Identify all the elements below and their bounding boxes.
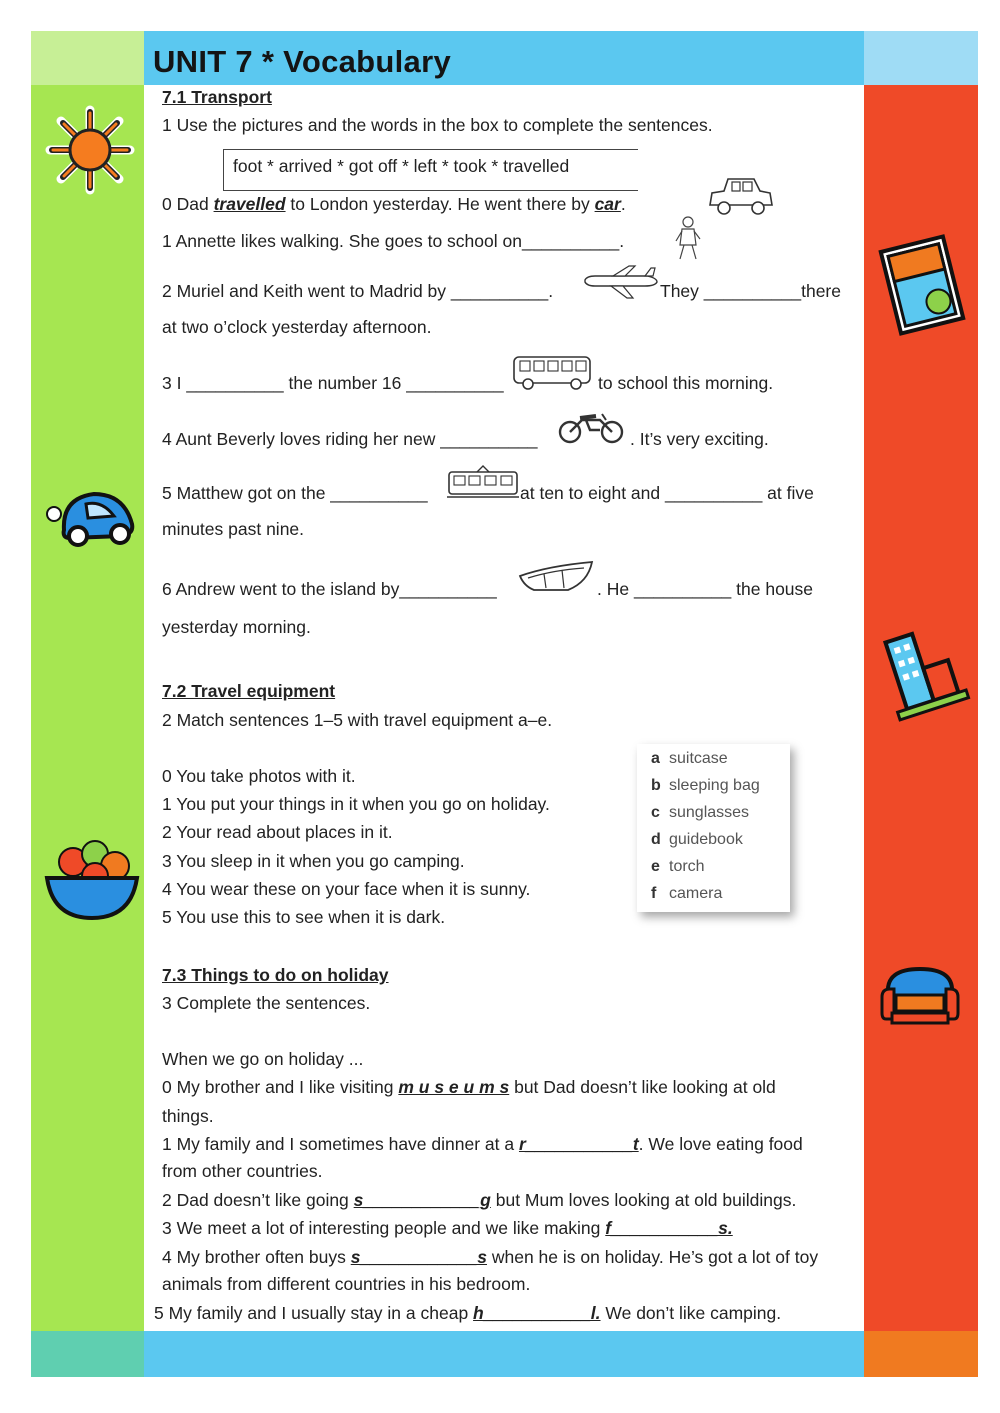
answer-blank[interactable]: s____________g — [353, 1190, 491, 1210]
sentence-4-part-a: 4 Aunt Beverly loves riding her new __________ — [162, 429, 538, 449]
motorbike-icon — [556, 406, 626, 444]
sentence-6-part-c: yesterday morning. — [162, 617, 311, 637]
holiday-sentence-2 — [162, 1189, 796, 1211]
sentence-2-part-a: 2 Muriel and Keith went to Madrid by __________. — [162, 281, 554, 301]
example-sentence — [162, 193, 626, 215]
sentence-2-part-c: at two o’clock yesterday afternoon. — [162, 317, 432, 337]
sentence-4-part-b: . It’s very exciting. — [630, 429, 769, 449]
text: 4 My brother often buys — [162, 1247, 351, 1267]
match-sentence: 2 Your read about places in it. — [162, 822, 393, 842]
option-word: suitcase — [669, 750, 728, 767]
option-letter: b — [651, 777, 661, 794]
bus-icon — [512, 355, 594, 391]
left-border-strip — [31, 85, 144, 1331]
text: 3 We meet a lot of interesting people and we like making — [162, 1218, 606, 1238]
text: 2 Dad doesn’t like going — [162, 1190, 354, 1210]
option-letter: a — [651, 750, 660, 767]
sentence-1: 1 Annette likes walking. She goes to school on__________. — [162, 231, 625, 251]
holiday-sentence-4-cont: animals from different countries in his bedroom. — [162, 1274, 531, 1294]
holiday-sentence-1 — [162, 1133, 803, 1155]
text: We don’t like camping. — [600, 1303, 782, 1323]
option-letter: c — [651, 804, 660, 821]
option-letter: e — [651, 858, 660, 875]
text: 1 My family and I sometimes have dinner at a — [162, 1134, 519, 1154]
holiday-sentence-0-cont: things. — [162, 1106, 214, 1126]
holiday-sentence-4 — [162, 1246, 818, 1268]
section-heading-transport: 7.1 Transport — [162, 87, 272, 107]
example-mid: to London yesterday. He went there by — [285, 194, 595, 214]
answer-blank[interactable]: r___________t — [518, 1134, 639, 1154]
tram-icon — [447, 464, 519, 502]
instruction-2: 2 Match sentences 1–5 with travel equipment a–e. — [162, 710, 553, 730]
equipment-option — [651, 750, 728, 768]
page-title: UNIT 7 * Vocabulary — [153, 44, 451, 79]
header-right-block — [864, 31, 978, 85]
window-picture-icon — [876, 233, 968, 337]
holiday-sentence-1-cont: from other countries. — [162, 1161, 323, 1181]
equipment-list-box — [637, 744, 790, 912]
sentence-6-part-a: 6 Andrew went to the island by__________ — [162, 579, 497, 599]
section-heading-holiday: 7.3 Things to do on holiday — [162, 965, 389, 985]
match-sentence: 5 You use this to see when it is dark. — [162, 907, 446, 927]
answer-blank[interactable]: h___________l. — [473, 1303, 601, 1323]
sentence-5-part-b: at ten to eight and __________ at five — [520, 483, 814, 503]
option-word: sleeping bag — [669, 777, 760, 794]
sentence-3-part-a: 3 I __________ the number 16 __________ — [162, 373, 504, 393]
boat-icon — [518, 558, 594, 594]
option-word: torch — [669, 858, 705, 875]
holiday-sentence-5 — [154, 1302, 781, 1324]
holiday-sentence-0 — [162, 1076, 776, 1098]
match-sentence: 4 You wear these on your face when it is sunny. — [162, 879, 531, 899]
answer-blank[interactable]: s____________s — [350, 1247, 487, 1267]
equipment-option — [651, 858, 705, 876]
text: . We love eating food — [638, 1134, 803, 1154]
sentence-6-part-b: . He __________ the house — [597, 579, 814, 599]
example-answer-1: travelled — [213, 194, 286, 214]
footer-bar — [144, 1331, 864, 1377]
building-icon — [878, 625, 964, 717]
equipment-option — [651, 804, 749, 822]
example-pre: 0 Dad — [162, 194, 214, 214]
text: but Dad doesn’t like looking at old — [509, 1077, 776, 1097]
armchair-icon — [878, 963, 962, 1035]
instruction-1: 1 Use the pictures and the words in the box to complete the sentences. — [162, 115, 713, 135]
holiday-sentence-3 — [162, 1217, 733, 1239]
car-icon — [706, 175, 774, 219]
section-heading-equipment: 7.2 Travel equipment — [162, 681, 336, 701]
sun-icon — [44, 104, 136, 196]
equipment-option — [651, 831, 743, 849]
match-sentence: 0 You take photos with it. — [162, 766, 356, 786]
text: 5 My family and I usually stay in a cheap — [154, 1303, 474, 1323]
sentence-3-part-b: to school this morning. — [598, 373, 774, 393]
answer-blank[interactable]: f___________s. — [605, 1218, 733, 1238]
header-left-block — [31, 31, 144, 85]
instruction-3: 3 Complete the sentences. — [162, 993, 371, 1013]
example-answer-2: car — [594, 194, 621, 214]
example-post: . — [620, 194, 626, 214]
sentence-5-part-a: 5 Matthew got on the __________ — [162, 483, 428, 503]
option-letter: f — [651, 885, 657, 902]
airplane-icon — [583, 264, 659, 298]
equipment-option — [651, 777, 760, 795]
sentence-5-part-c: minutes past nine. — [162, 519, 305, 539]
toy-car-icon — [44, 486, 138, 548]
option-letter: d — [651, 831, 661, 848]
match-sentence: 3 You sleep in it when you go camping. — [162, 851, 465, 871]
word-box-text: foot * arrived * got off * left * took * travelled — [233, 156, 570, 176]
equipment-option — [651, 885, 722, 903]
text: when he is on holiday. He’s got a lot of toy — [486, 1247, 819, 1267]
option-word: camera — [669, 885, 723, 902]
answer: m u s e u m s — [398, 1077, 510, 1097]
fruit-bowl-icon — [43, 832, 141, 922]
sentence-2-part-b: They __________there — [660, 281, 841, 301]
match-sentence: 1 You put your things in it when you go on holiday. — [162, 794, 550, 814]
text: 0 My brother and I like visiting — [162, 1077, 399, 1097]
walking-girl-icon — [674, 215, 702, 263]
text: but Mum loves looking at old buildings. — [490, 1190, 797, 1210]
option-word: guidebook — [669, 831, 743, 848]
footer-left-block — [31, 1331, 144, 1377]
footer-right-block — [864, 1331, 978, 1377]
option-word: sunglasses — [669, 804, 750, 821]
holiday-intro: When we go on holiday ... — [162, 1049, 364, 1069]
